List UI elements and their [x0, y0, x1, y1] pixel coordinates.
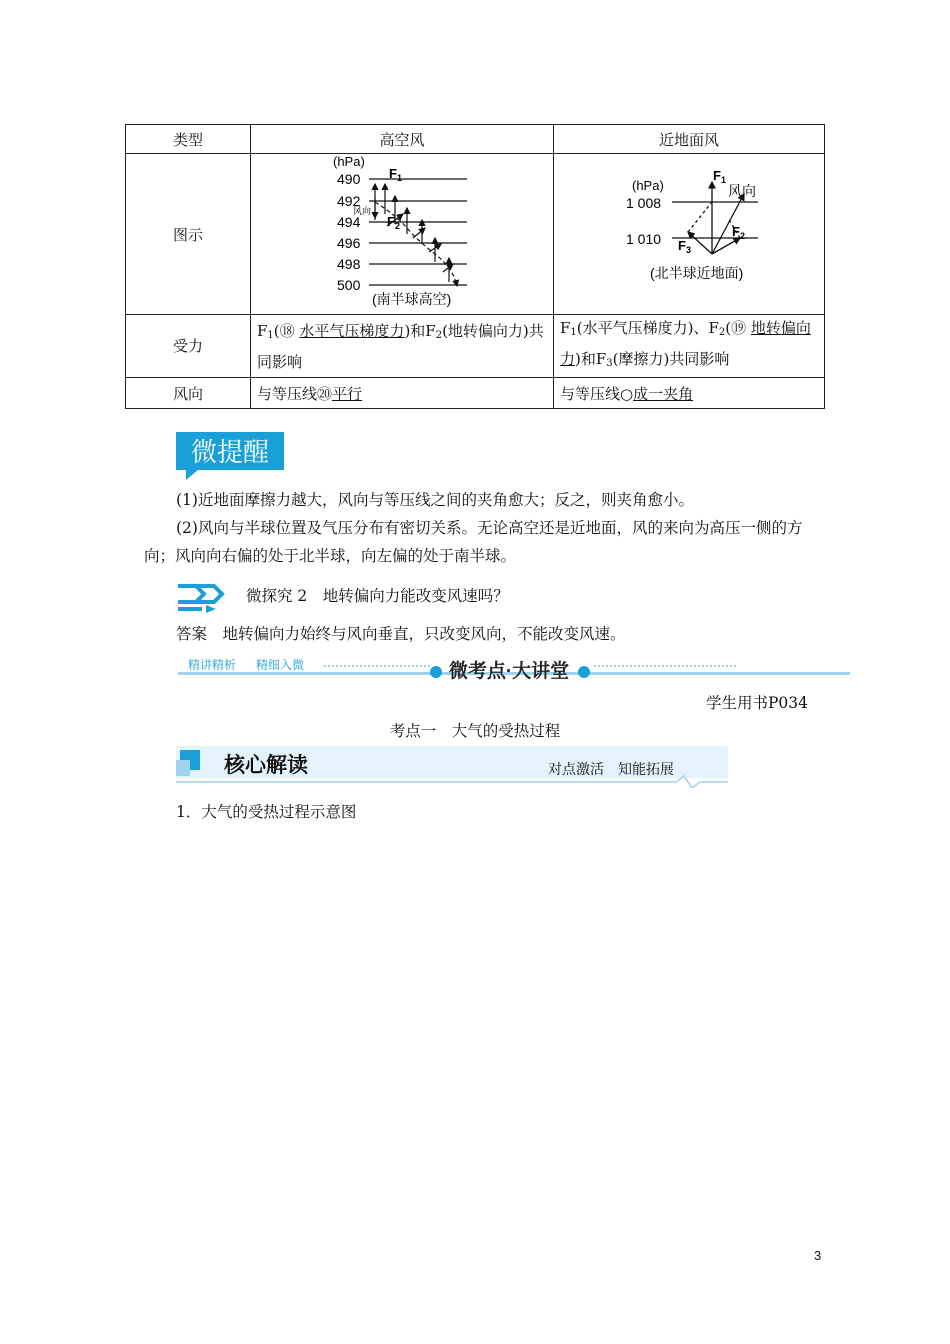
upper-f1-label: $F_1$ [389, 166, 402, 183]
page-number: 3 [814, 1248, 822, 1263]
surface-direction-cell: 与等压线○成一夹角 [554, 378, 825, 409]
wind-comparison-table [125, 124, 825, 409]
row-label-direction: 风向 [126, 378, 251, 409]
table-direction-row [126, 378, 825, 409]
surface-force-cell: $F_1$(水平气压梯度力)、$F_2(⑲$ 地转偏向力)和$F_3$(摩擦力)共同影响 [554, 315, 825, 378]
student-book-reference: 学生用书P034 [705, 694, 808, 712]
upper-isobars [369, 179, 467, 285]
table-force-row [126, 315, 825, 378]
upper-unit-label: (hPa) [333, 154, 365, 169]
surface-caption: (北半球近地面) [650, 265, 744, 281]
core-reading-title: 核心解读 [224, 754, 308, 777]
upper-direction-answer: 平行 [332, 384, 363, 403]
list-item-1: 1．大气的受热过程示意图 [176, 803, 357, 821]
upper-f2-label: $F_2$ [387, 214, 400, 231]
upper-force-arrows [375, 184, 457, 286]
core-reading-header [176, 746, 728, 788]
upper-isobar-500: 500 [337, 277, 361, 293]
upper-direction-cell: 与等压线⑳平行 [251, 378, 554, 409]
explore-question-text: 微探究 2 地转偏向力能改变风速吗？ [246, 587, 509, 605]
explore-answer: 答案 地转偏向力始终与风向垂直，只改变风向，不能改变风速。 [176, 625, 626, 643]
row-label-figure: 图示 [126, 154, 251, 315]
double-arrow-icon [176, 580, 238, 614]
banner-left-label-1: 精讲精析 [188, 658, 237, 672]
table-figure-row [126, 154, 825, 315]
tip-logo-badge [176, 432, 286, 480]
row-label-force: 受力 [126, 315, 251, 378]
header-surface-wind: 近地面风 [554, 125, 825, 154]
tip-paragraph-2: (2)风向与半球位置及气压分布有密切关系。无论高空还是近地面，风的来向为高压一侧的方向；风向向右偏的处于北半球，向左偏的处于南半球。 [144, 519, 803, 565]
upper-isobar-496: 496 [337, 235, 361, 251]
tip-paragraph-1: (1)近地面摩擦力越大，风向与等压线之间的夹角愈大；反之，则夹角愈小。 [176, 491, 694, 509]
tip-logo-text: 微提醒 [190, 437, 270, 467]
surface-f2-label: $F_2$ [732, 224, 745, 241]
upper-force-answer: 水平气压梯度力 [299, 321, 405, 340]
explore-question [176, 578, 836, 614]
surface-force-answer: 地转偏向力 [560, 319, 811, 368]
surface-isobar-1010: 1 010 [626, 231, 662, 247]
surface-f3-label: $F_3$ [678, 238, 691, 255]
upper-caption: (南半球高空) [372, 291, 452, 307]
surface-direction-answer: 成一夹角 [633, 384, 694, 403]
upper-wind-diagram [257, 154, 547, 310]
section-banner [178, 652, 850, 688]
surface-wind-figure-cell [554, 154, 825, 315]
banner-left-label-2: 精细入微 [256, 658, 305, 672]
core-reading-subtitle: 对点激活 知能拓展 [548, 761, 674, 777]
surface-wind-direction-label: 风向 [728, 183, 756, 199]
key-point-title: 考点一 大气的受热过程 [389, 722, 561, 740]
surface-wind-diagram [560, 154, 818, 310]
surface-f1-label: $F_1$ [713, 168, 726, 185]
upper-isobar-492: 492 [337, 193, 361, 209]
upper-isobar-498: 498 [337, 256, 361, 272]
upper-wind-figure-cell [251, 154, 554, 315]
table-header-row [126, 125, 825, 154]
banner-title: 微考点·大讲堂 [448, 661, 570, 682]
surface-isobar-1008: 1 008 [626, 195, 662, 211]
upper-wind-direction-label: 风向 [353, 206, 372, 216]
upper-force-cell: $F_1(⑱$ 水平气压梯度力)和$F_2$(地转偏向力)共同影响 [251, 315, 554, 378]
surface-unit-label: (hPa) [632, 178, 664, 193]
upper-isobar-494: 494 [337, 214, 361, 230]
header-type: 类型 [126, 125, 251, 154]
header-upper-wind: 高空风 [251, 125, 554, 154]
upper-isobar-490: 490 [337, 171, 361, 187]
